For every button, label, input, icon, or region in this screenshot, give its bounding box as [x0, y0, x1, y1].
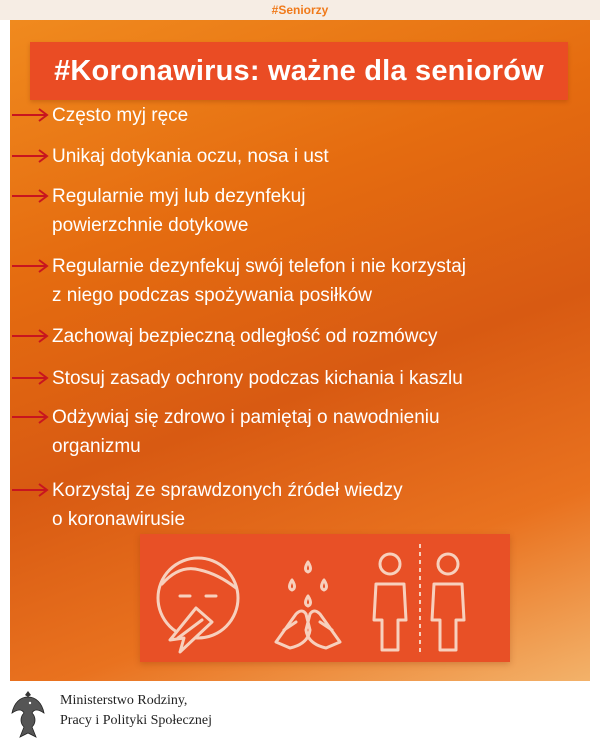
poster-title: #Koronawirus: ważne dla seniorów	[54, 55, 544, 87]
poster	[10, 20, 590, 681]
footer	[0, 681, 600, 750]
person-icon	[374, 554, 406, 650]
arrow-right-icon	[12, 371, 50, 385]
tip-text: Zachowaj bezpieczną odległość od rozmówcy	[52, 326, 438, 347]
person-icon	[432, 554, 464, 650]
arrow-right-icon	[12, 483, 50, 497]
tips-list	[10, 20, 590, 540]
tip-text: Korzystaj ze sprawdzonych źródeł wiedzy o koronawirusie	[52, 480, 403, 530]
arrow-right-icon	[12, 259, 50, 273]
handwashing-icon	[276, 562, 340, 648]
hashtag-header	[0, 0, 600, 20]
tip-text: Często myj ręce	[52, 105, 189, 126]
sneeze-face-icon	[158, 558, 238, 652]
tip-text: Regularnie dezynfekuj swój telefon i nie korzystaj z niego podczas spożywania posiłków	[52, 256, 466, 306]
arrow-right-icon	[12, 108, 50, 122]
tip-text: Regularnie myj lub dezynfekuj powierzchnie dotykowe	[52, 186, 306, 236]
tip-text: Odżywiaj się zdrowo i pamiętaj o nawodnieniu organizmu	[52, 407, 440, 457]
polish-eagle-icon	[10, 689, 46, 741]
arrow-right-icon	[12, 410, 50, 424]
tip-text: Unikaj dotykania oczu, nosa i ust	[52, 146, 329, 167]
arrow-right-icon	[12, 189, 50, 203]
hashtag-label: #Seniorzy	[271, 3, 329, 17]
arrow-right-icon	[12, 149, 50, 163]
ministry-name: Ministerstwo Rodziny, Pracy i Polityki Społecznej	[60, 693, 213, 728]
arrow-right-icon	[12, 329, 50, 343]
icon-band	[140, 534, 510, 662]
tip-text: Stosuj zasady ochrony podczas kichania i kaszlu	[52, 368, 463, 389]
